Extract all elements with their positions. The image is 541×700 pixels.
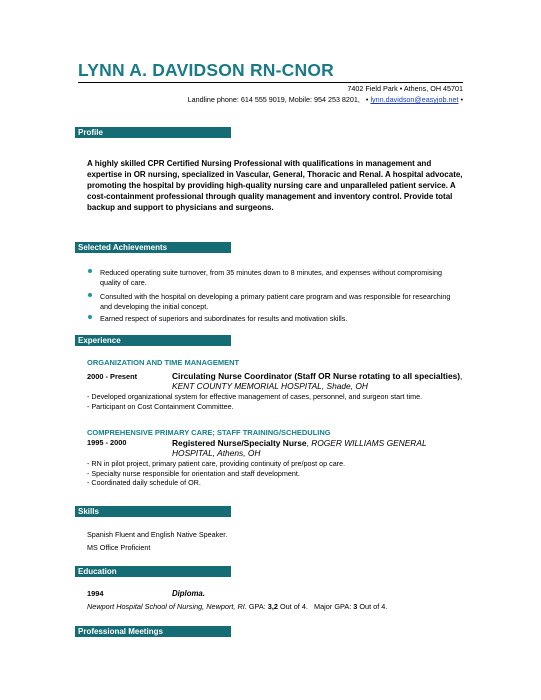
contact-line (188, 95, 463, 104)
address-line (347, 84, 463, 93)
section-heading-meetings: Professional Meetings (75, 626, 231, 637)
profile-text: A highly skilled CPR Certified Nursing Professional with qualifications in management and expertise in OR nursing, specialized in Vascular, General, Thoracic and Renal. A hospital advocate, promoting the hospital by providing high-quality nursing care and unparalleled patient service. A cost-containment professional through quality management and inventory control. Provide total backup and support to physicians and surgeons. (87, 159, 463, 212)
job-employer: KENT COUNTY MEMORIAL HOSPITAL, Shade, OH (172, 381, 368, 391)
address: 7402 Field Park • Athens, OH 45701 (347, 84, 463, 93)
skill-item: Spanish Fluent and English Native Speaker. (87, 530, 228, 539)
education-school: Newport Hospital School of Nursing, Newport, RI. (87, 602, 247, 611)
separator-bullet: • (460, 95, 463, 104)
resume-name: LYNN A. DAVIDSON RN-CNOR (78, 60, 334, 80)
gpa-value: 3,2 (267, 602, 278, 611)
gpa-label: GPA: (248, 602, 266, 611)
achievement-text: Reduced operating suite turnover, from 35 minutes down to 8 minutes, and expenses without compromising quality of care. (100, 268, 442, 287)
section-heading-education: Education (75, 566, 231, 577)
bullet-icon (88, 315, 92, 319)
job-dates: 2000 - Present (87, 372, 138, 381)
email-link[interactable]: lynn.davidson@easyjob.net (370, 95, 459, 104)
bullet-icon (88, 293, 92, 297)
achievement-text: Earned respect of superiors and subordinates for results and motivation skills. (100, 314, 348, 323)
achievement-item (100, 268, 460, 288)
achievement-item (100, 292, 460, 312)
job-title-block: Circulating Nurse Coordinator (Staff OR Nurse rotating to all specialties), KENT COUNTY MEMORIAL HOSPITAL, Shade, OH (172, 371, 463, 391)
achievement-item (100, 314, 460, 324)
gpa-outof: Out of 4. (279, 602, 308, 611)
job-category: ORGANIZATION AND TIME MANAGEMENT (87, 358, 240, 367)
job-duty: - Developed organizational system for effective management of cases, personnel, and surgeon start time. (87, 392, 423, 401)
section-heading-skills: Skills (75, 506, 231, 517)
section-heading-profile: Profile (75, 127, 231, 138)
job-title: Registered Nurse/Specialty Nurse (172, 438, 307, 448)
separator-bullet: • (365, 95, 369, 104)
job-dates: 1995 - 2000 (87, 438, 127, 447)
phone-numbers: Landline phone: 614 555 9019, Mobile: 954 253 8201, (187, 95, 360, 104)
major-gpa-outof: Out of 4. (359, 602, 388, 611)
major-gpa-value: 3 (353, 602, 358, 611)
job-duty: - Coordinated daily schedule of OR. (87, 478, 201, 487)
education-degree: Diploma. (172, 589, 205, 598)
job-duty: - Specialty nurse responsible for orientation and staff development. (87, 469, 300, 478)
job-employer: ROGER WILLIAMS GENERAL HOSPITAL, Athens, OH (172, 438, 427, 458)
achievement-text: Consulted with the hospital on developing a primary patient care program and was responsible for researching and developing the initial concept. (100, 292, 451, 311)
job-title-block: Registered Nurse/Specialty Nurse, ROGER WILLIAMS GENERAL HOSPITAL, Athens, OH (172, 438, 427, 458)
header-divider (78, 82, 463, 83)
education-year: 1994 (87, 589, 104, 598)
job-title: Circulating Nurse Coordinator (Staff OR Nurse rotating to all specialties) (172, 371, 461, 381)
bullet-icon (88, 269, 92, 273)
skill-item: MS Office Proficient (87, 543, 151, 552)
major-gpa-label: Major GPA: (314, 602, 352, 611)
job-duty: - Participant on Cost Containment Committee. (87, 402, 234, 411)
education-details (87, 602, 387, 611)
section-heading-experience: Experience (75, 335, 231, 346)
job-duty: - RN in pilot project, primary patient care, providing continuity of pre/post op care. (87, 459, 346, 468)
job-category: COMPREHENSIVE PRIMARY CARE; STAFF TRAINING/SCHEDULING (87, 428, 331, 437)
section-heading-achievements: Selected Achievements (75, 242, 231, 253)
